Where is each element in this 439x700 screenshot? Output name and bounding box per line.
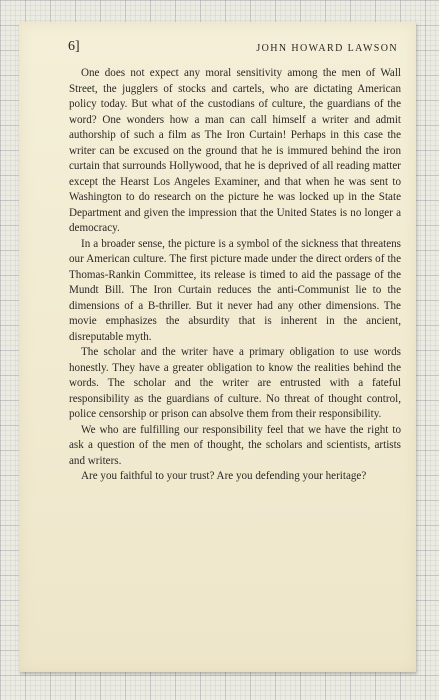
body-text [69, 66, 401, 485]
page-number: 6] [68, 39, 80, 54]
paragraph-3: The scholar and the writer have a primary obligation to use words honestly. They have a greater obligation to know the realities behind the words. The scholar and the writer are entrusted with a fateful responsibility as the guardians of culture. No threat of thought control, police censorship or prison can absolve them from their responsibility. [69, 346, 401, 420]
paragraph-1: One does not expect any moral sensitivity among the men of Wall Street, the jugglers of stocks and cartels, who are dictating American policy today. But what of the custodians of culture, the guardians of the word? One wonders how a man can call himself a writer and admit authorship of such a film as The Iron Curtain! Perhaps in this case the writer can be excused on the ground that he is immured behind the iron curtain that surrounds Hollywood, that he is deprived of all reading matter except the Hearst Los Angeles Examiner, and that when he was sent to Washington to do research on the picture he was locked up in the State Department and given the impression that the United States is no longer a democracy. [69, 67, 401, 234]
page-header [68, 37, 402, 59]
paragraph-4: We who are fulfilling our responsibility feel that we have the right to ask a question of the men of thought, the scholars and scientists, artists and writers. [69, 423, 401, 467]
paragraph-2: In a broader sense, the picture is a symbol of the sickness that threatens our American culture. The first picture made under the direct orders of the Thomas-Rankin Committee, its release is timed to aid the passage of the Mundt Bill. The Iron Curtain reduces the anti-Communist lie to the dimensions of a B-thriller. But it never had any other dimensions. The movie emphasizes the absurdity that is inherent in the ancient, disreputable myth. [69, 237, 401, 343]
paragraph-5: Are you faithful to your trust? Are you defending your heritage? [81, 470, 367, 482]
running-head: JOHN HOWARD LAWSON [256, 43, 398, 54]
printed-page [19, 22, 416, 672]
